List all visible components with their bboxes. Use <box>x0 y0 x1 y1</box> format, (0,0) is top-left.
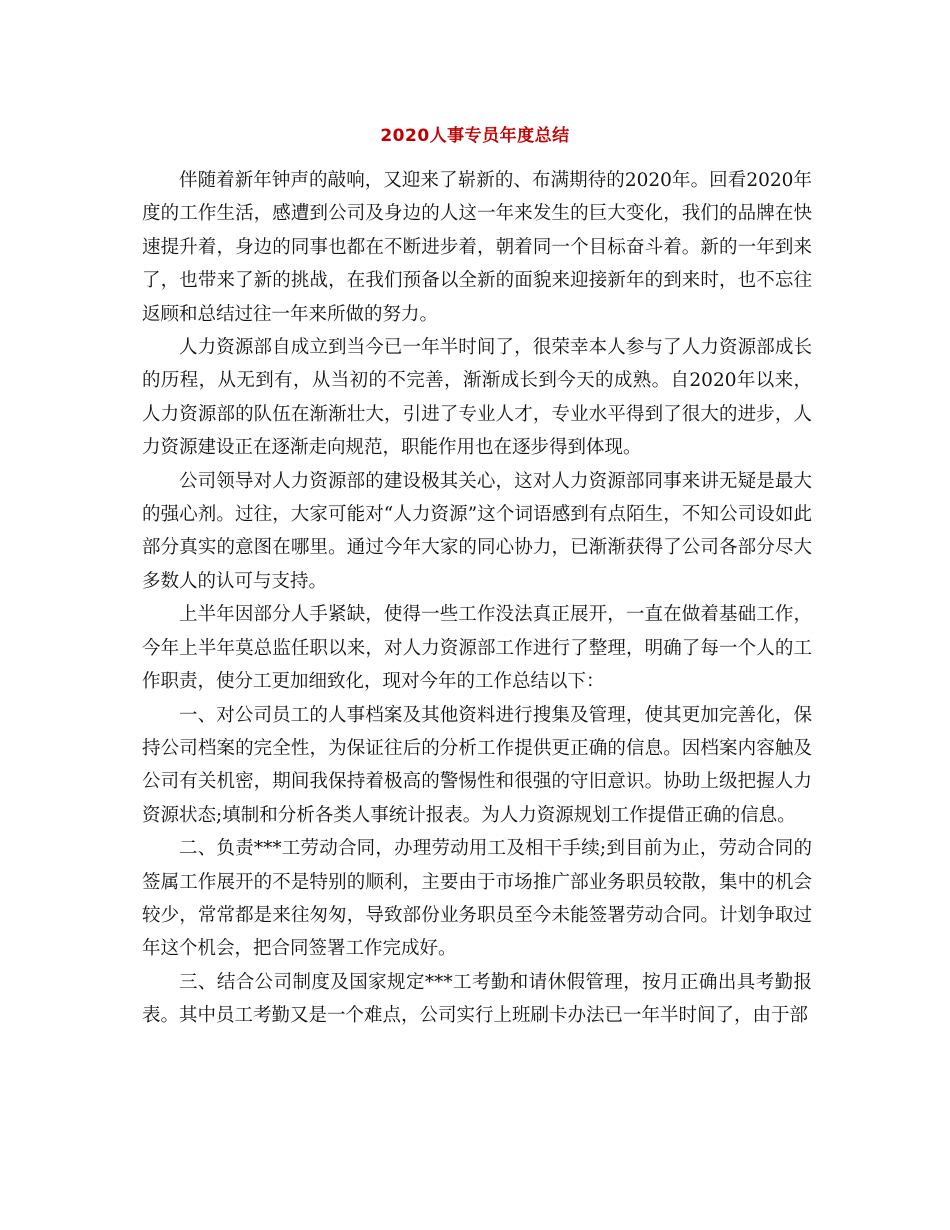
paragraph: 人力资源部自成立到当今已一年半时间了，很荣幸本人参与了人力资源部成长的历程，从无到有，从当初的不完善，渐渐成长到今天的成熟。自2020年以来，人力资源部的队伍在渐渐壮大，引进了专业人才，专业水平得到了很大的进步，人力资源建设正在逐渐走向规范，职能作用也在逐步得到体现。 <box>142 337 812 459</box>
paragraph: 一、对公司员工的人事档案及其他资料进行搜集及管理，使其更加完善化，保持公司档案的完全性，为保证往后的分析工作提供更正确的信息。因档案内容触及公司有关机密，期间我保持着极高的警惕性和很强的守旧意识。协助上级把握人力资源状态;填制和分析各类人事统计报表。为人力资源规划工作提借正确的信息。 <box>142 704 812 826</box>
document-title: 2020人事专员年度总结 <box>380 126 570 146</box>
paragraph: 上半年因部分人手紧缺，使得一些工作没法真正展开，一直在做着基础工作，今年上半年莫总监任职以来，对人力资源部工作进行了整理，明确了每一个人的工作职责，使分工更加细致化，现对今年的工作总结以下： <box>142 604 812 693</box>
paragraph: 二、负责***工劳动合同，办理劳动用工及相干手续;到目前为止，劳动合同的签属工作展开的不是特别的顺利，主要由于市场推广部业务职员较散，集中的机会较少，常常都是来往匆匆，导致部份业务职员至今未能签署劳动合同。计划争取过年这个机会，把合同签署工作完成好。 <box>142 838 812 960</box>
paragraph: 三、结合公司制度及国家规定***工考勤和请休假管理，按月正确出具考勤报表。其中员工考勤又是一个难点，公司实行上班刷卡办法已一年半时间了，由于部 <box>142 971 812 1027</box>
document-body <box>142 164 812 1033</box>
paragraph: 公司领导对人力资源部的建设极其关心，这对人力资源部同事来讲无疑是最大的强心剂。过往，大家可能对“人力资源”这个词语感到有点陌生，不知公司设如此部分真实的意图在哪里。通过今年大家的同心协力，已渐渐获得了公司各部分尽大多数人的认可与支持。 <box>142 470 812 592</box>
paragraph: 伴随着新年钟声的敲响，又迎来了崭新的、布满期待的2020年。回看2020年度的工作生活，感遭到公司及身边的人这一年来发生的巨大变化，我们的品牌在快速提升着，身边的同事也都在不断进步着，朝着同一个目标奋斗着。新的一年到来了，也带来了新的挑战，在我们预备以全新的面貌来迎接新年的到来时，也不忘往返顾和总结过往一年来所做的努力。 <box>142 170 812 325</box>
